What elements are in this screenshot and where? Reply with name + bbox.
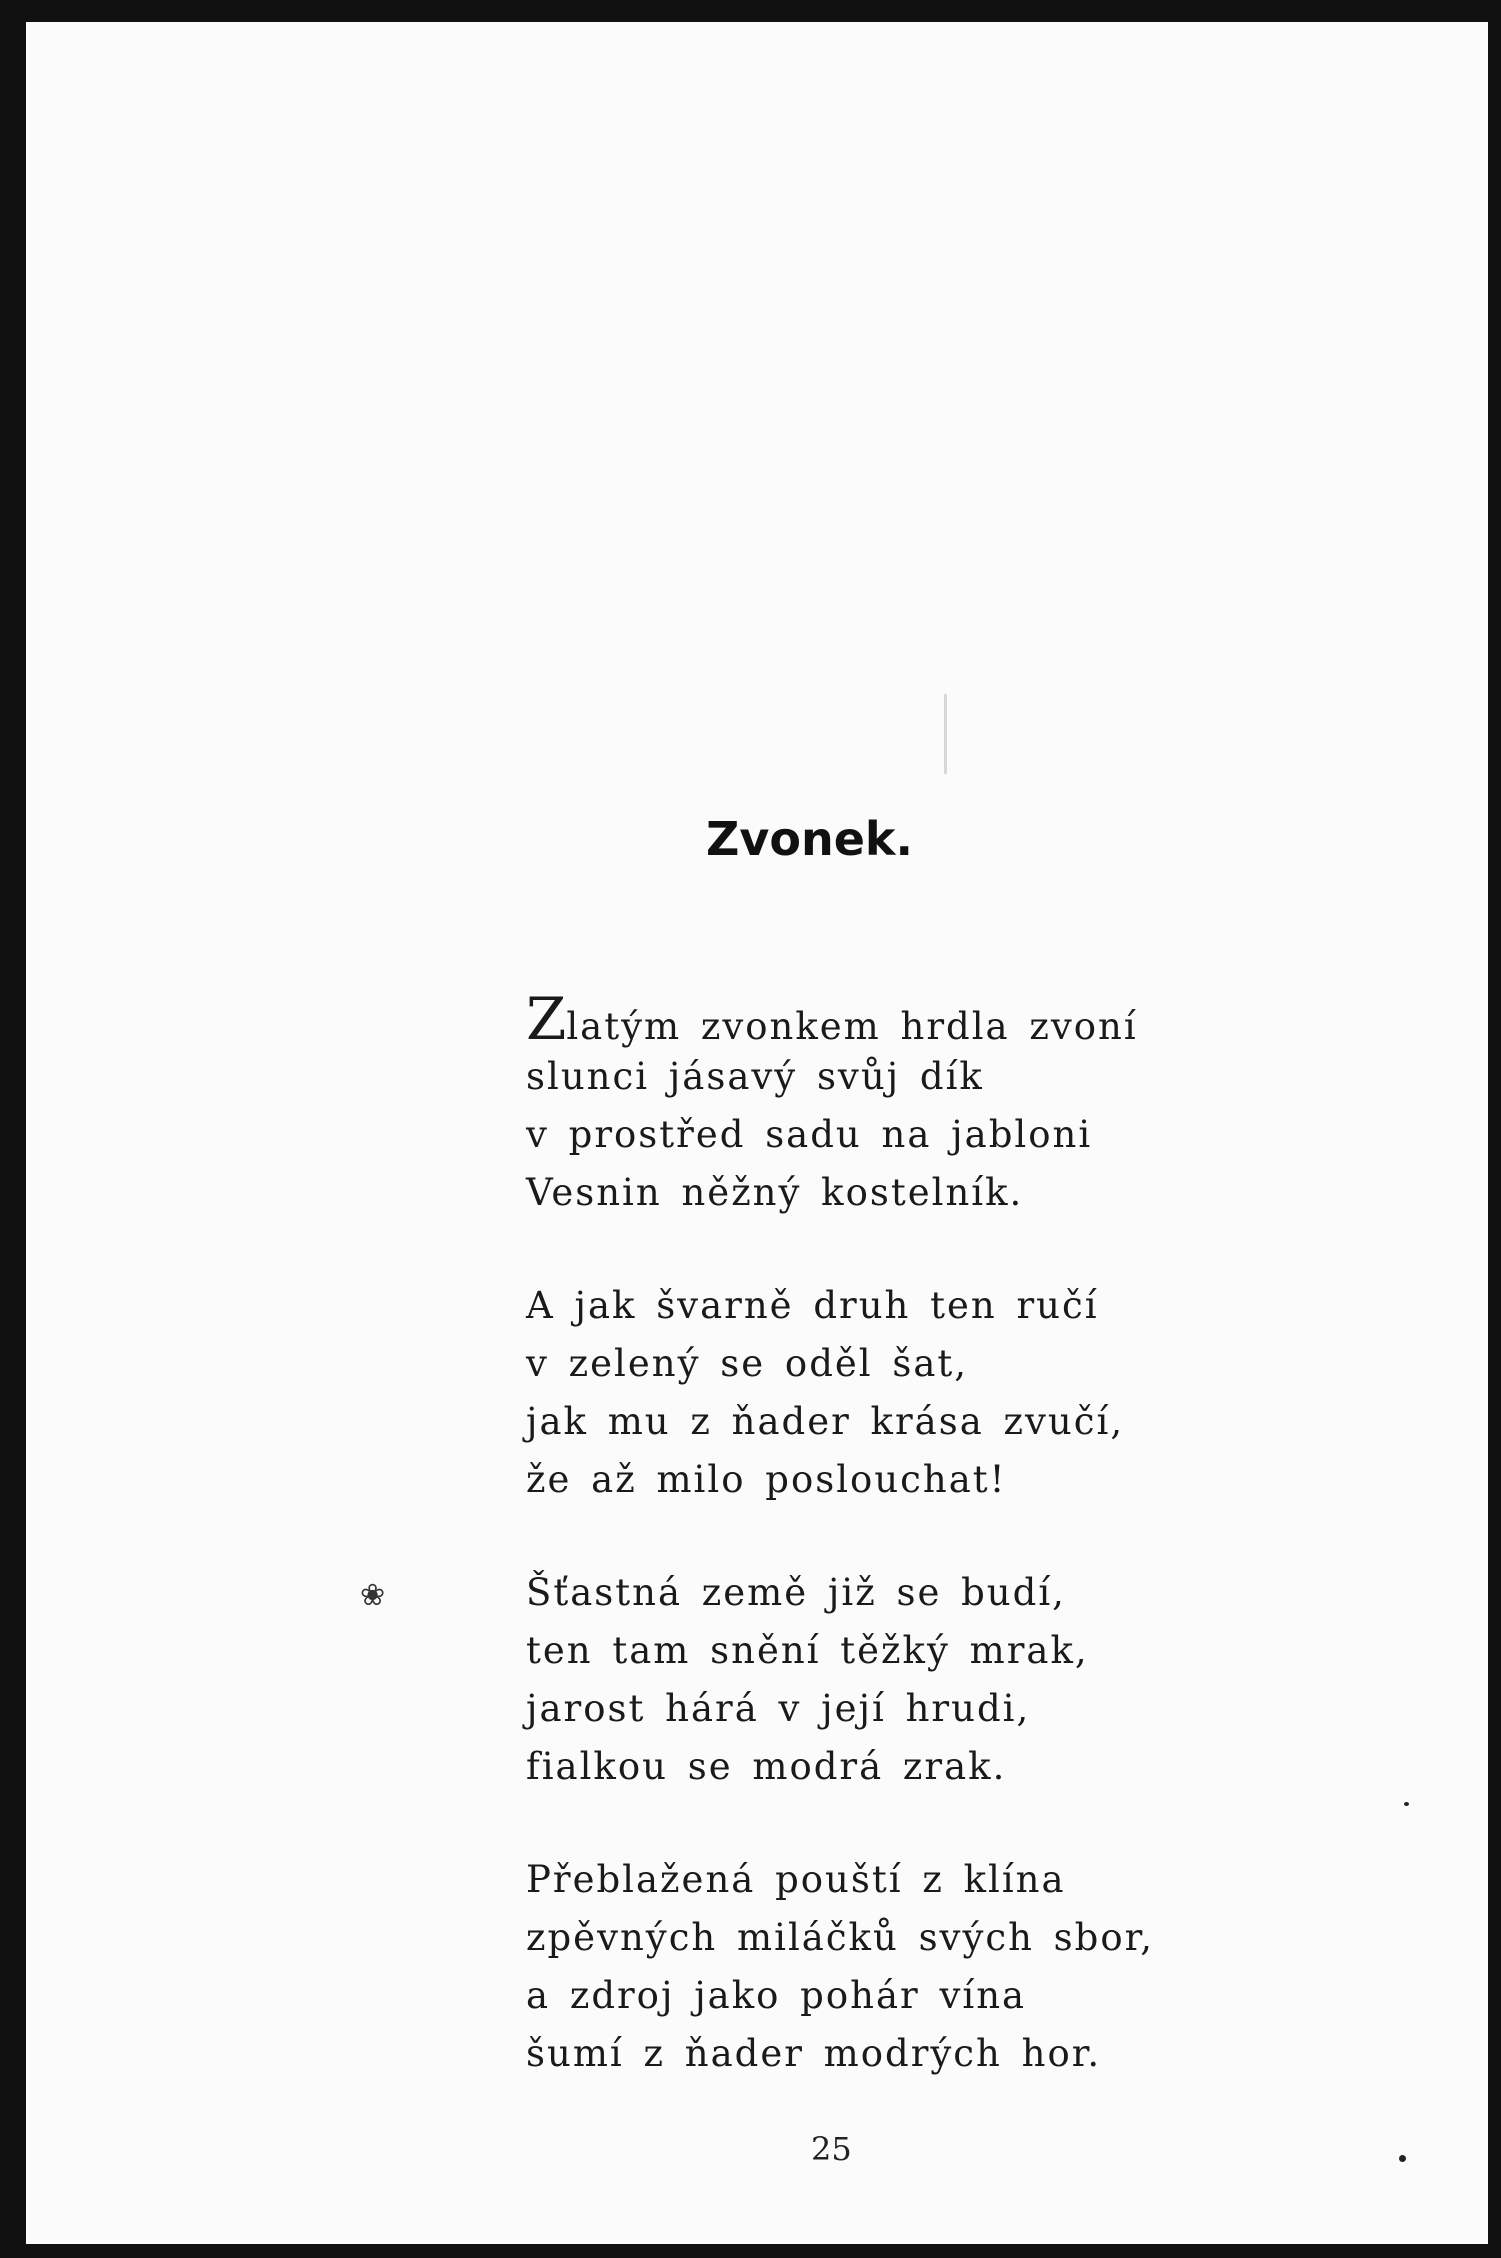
poem-line: ten tam snění těžký mrak, [526,1629,1089,1672]
poem-line: a zdroj jako pohár vína [526,1974,1027,2017]
poem-line: jak mu z ňader krása zvučí, [526,1400,1125,1443]
poem-line: fialkou se modrá zrak. [526,1745,1007,1788]
scan-border-top [0,0,1501,22]
poem-line: jarost hárá v její hrudi, [526,1687,1031,1730]
page-number: 25 [811,2130,852,2168]
flower-ornament-icon: ❀ [360,1578,386,1613]
stanza-2 [526,1277,1154,1509]
poem-line: A jak švarně druh ten ručí [526,1284,1099,1327]
poem-line: Šťastná země již se budí, [526,1571,1066,1614]
drop-cap: Z [526,985,567,1053]
poem-line: Vesnin něžný kostelník. [526,1171,1024,1214]
first-line-text: latým zvonkem hrdla zvoní [566,1005,1138,1048]
poem-line: šumí z ňader modrých hor. [526,2032,1102,2075]
paper-crease-mark [944,694,947,774]
stanza-3 [526,1564,1154,1796]
ink-speck [1404,1802,1409,1806]
poem-line: Přeblažená pouští z klína [526,1858,1066,1901]
ink-speck [1399,2155,1406,2162]
poem-body [526,985,1155,2138]
poem-line: že až milo poslouchat! [526,1458,1007,1501]
scan-border-bottom [0,2244,1501,2258]
stanza-4 [526,1851,1154,2083]
poem-title: Zvonek. [706,812,913,866]
poem-line: slunci jásavý svůj dík [526,1055,984,1098]
stanza-1 [526,985,1154,1222]
scan-border-right [1488,0,1501,2258]
scan-border-left [0,0,26,2258]
poem-line: zpěvných miláčků svých sbor, [526,1916,1155,1959]
poem-line [526,985,1154,1053]
book-page [26,22,1488,2244]
poem-line: v zelený se oděl šat, [526,1342,969,1385]
poem-line: v prostřed sadu na jabloni [526,1113,1093,1156]
